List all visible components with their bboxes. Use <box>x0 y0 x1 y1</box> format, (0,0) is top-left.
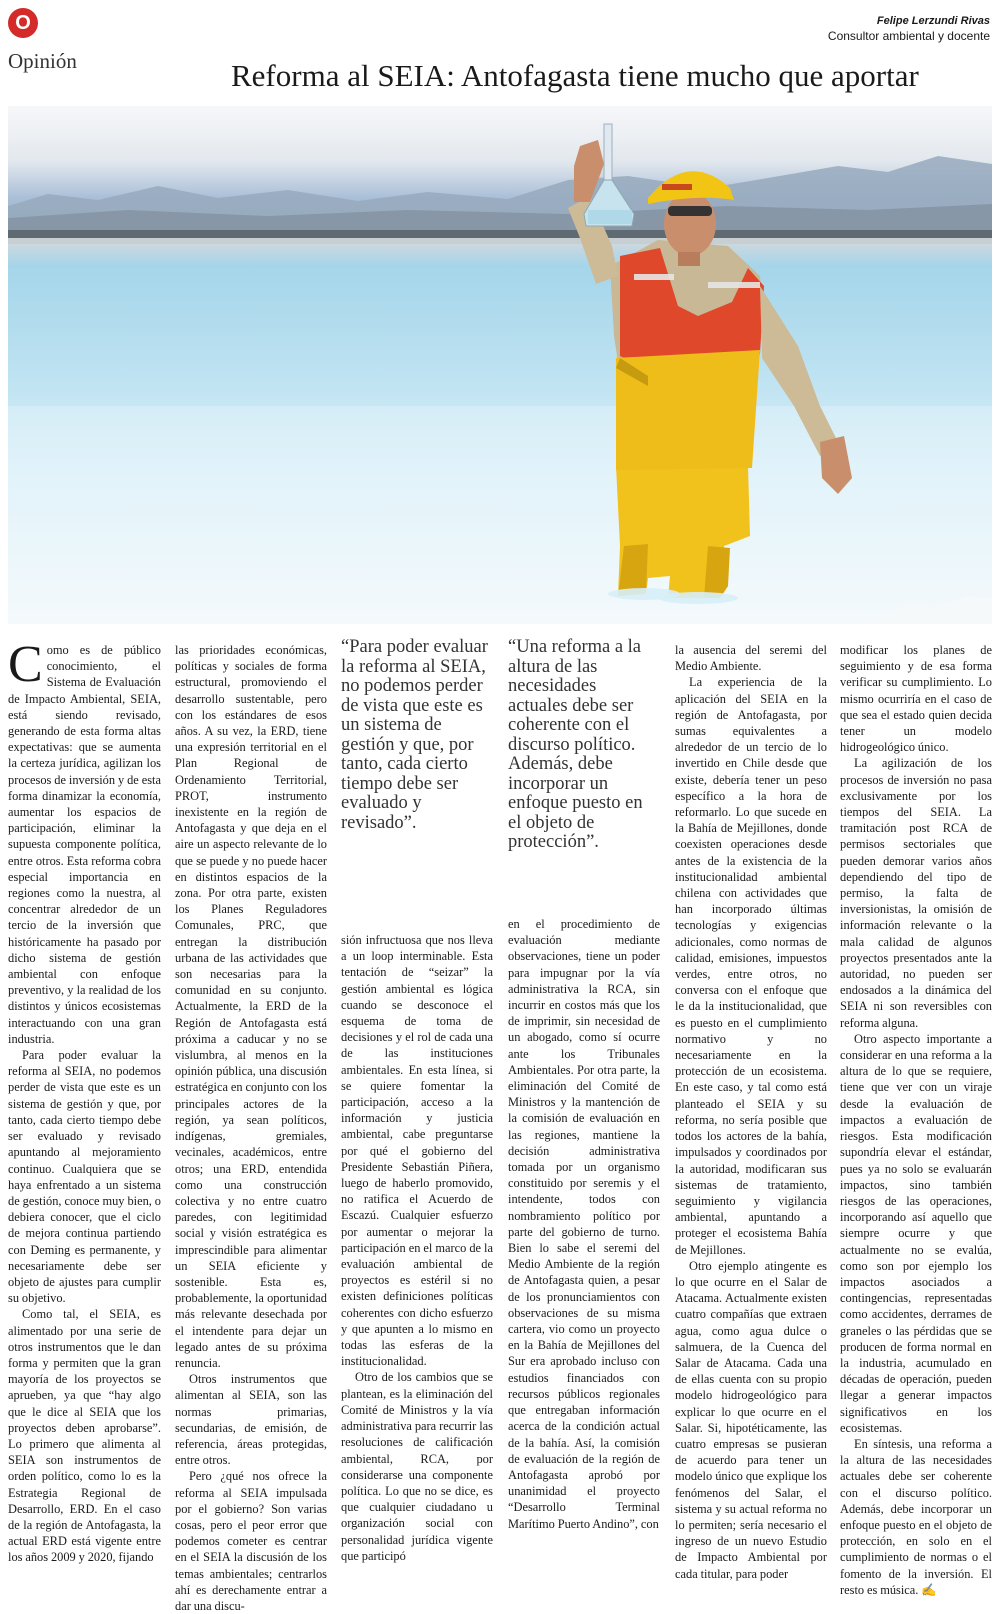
paragraph: Como es de público conocimiento, el Sistema de Evaluación de Impacto Ambiental, SEIA, está siendo revisado, generando de esta forma altas expectativas: que se aumenta la certeza jurídica, agilizan los procesos de inversión y de esta forma dinamizar la economía, aumentar los espacios de participación, eliminar la supuesta componente política, entre otros. Esta reforma cobra especial importancia en regiones como la nuestra, al concentrar alrededor de un tercio de la inversión que históricamente ha pasado por dicho sistema de gestión ambiental con enfoque preventivo, y la realidad de los distintos y únicos ecosistemas interactuando con una gran industria. <box>8 636 161 1046</box>
headline: Reforma al SEIA: Antofagasta tiene mucho que aportar <box>231 58 919 93</box>
drop-cap: C <box>8 636 43 693</box>
pull-quote-2: “Una reforma a la altura de las necesidades actuales debe ser coherente con el discurso político. Además, debe incorporar un enfoque puesto en el objeto de protección”. <box>508 637 643 852</box>
paragraph: las prioridades económicas, políticas y sociales de forma estructural, promoviendo el desarrollo sustentable, pero con los estándares de esos años. A su vez, la ERD, tiene una expresión territorial en el Plan Regional de Ordenamiento Territorial, PROT, instrumento inexistente en la región de Antofagasta y que deja en el aire un aspecto relevante de lo que se puede y no puede hacer en distintos espacios de la zona. Por otra parte, existen los Planes Reguladores Comunales, PRC, que entregan la distribución urbana de las actividades que son necesarias para la comunidad en su conjunto. Actualmente, la ERD de la Región de Antofagasta está próxima a caducar y no se vislumbra, al menos en la opinión pública, una discusión estratégica en conjunto con los principales actores de la región, ya sean políticos, indígenas, gremiales, vecinales, académicos, entre otros; una ERD, entendida como una construcción colectiva y no entre cuatro paredes, con legitimidad social y visión estratégica es imprescindible para alimentar un SEIA eficiente y sostenible. Esta es, probablemente, la oportunidad más relevante desechada por el intendente para dejar un legado antes de su próxima renuncia. <box>175 643 327 1370</box>
section-title: Opinión <box>8 49 77 73</box>
paragraph: Para poder evaluar la reforma al SEIA, no podemos perder de vista que este es un sistema de gestión y que, por tanto, cada cierto tiempo debe ser evaluado y revisado apuntando al mejoramiento continuo. Cualquiera que se haya enfrentado a un sistema de gestión, conoce muy bien, o debiera conocer, que el ciclo de mejora continua partiendo con Deming es permanente, y necesariamente debe ser objeto de ajustes para cumplir su objetivo. <box>8 1048 161 1306</box>
article-photo <box>8 106 992 624</box>
end-mark-icon: ✍ <box>921 1582 937 1597</box>
paragraph: Pero ¿qué nos ofrece la reforma al SEIA impulsada por el gobierno? Son varias cosas, pero el peor error que podemos cometer es centrar en el SEIA la discusión de los temas ambientales; centrarlos ahí es derechamente entrar a dar una discu- <box>175 1469 327 1613</box>
paragraph: Otros instrumentos que alimentan al SEIA, son las normas primarias, secundarias, de emisión, de referencia, áreas protegidas, entre otros. <box>175 1372 327 1468</box>
paragraph: en el procedimiento de evaluación mediante observaciones, tiene un poder para impugnar por la vía administrativa la RCA, sin incurrir en costos más que los de imprimir, sin necesidad de un abogado, como sí ocurre ante los Tribunales Ambientales. Por otra parte, la eliminación del Comité de Ministros y la mantención de la comisión de evaluación en las regiones, mantiene la decisión administrativa tomada por un organismo constituido por seremis y el intendente, todos con nombramiento político por parte del gobierno de turno. Bien lo sabe el seremi del Medio Ambiente de la región de Antofagasta quien, a pesar de los pronunciamientos con observaciones de su misma cartera, vio como un proyecto en la Bahía de Mejillones del Sur era aprobado incluso con estudios financiados con recursos públicos regionales que entregaban información acerca de la condición actual de la bahía. Así, la comisión de evaluación de la región de Antofagasta aprobó por unanimidad el proyecto “Desarrollo Terminal Marítimo Puerto Andino”, con <box>508 917 660 1531</box>
paragraph: la ausencia del seremi del Medio Ambiente. <box>675 643 827 674</box>
paragraph: Otro ejemplo atingente es lo que ocurre en el Salar de Atacama. Actualmente existen cuatro compañías que extraen agua, como agua dulce o salmuera, de la Cuenca del Salar de Atacama. Cada una de ellas cuenta con su propio modelo hidrogeológico para explicar lo que ocurre en el Salar. Si, hipotéticamente, las cuatro empresas se pusieran de acuerdo para tener un modelo único que explique los fenómenos del Salar, el sistema y su actual reforma no lo permiten; sería necesario el ingreso de un nuevo Estudio de Impacto Ambiental por cada titular, para poder <box>675 1258 827 1581</box>
paragraph: Como tal, el SEIA, es alimentado por una serie de otros instrumentos que le dan forma y permiten que la gran mayoría de los proyectos se aprueben, ya que “hay algo que le dice al SEIA que los proyectos deben aprobarse”. Lo primero que alimenta al SEIA son instrumentos de orden político, como lo es la Estrategia Regional de Desarrollo, ERD. En el caso de la región de Antofagasta, la actual ERD está vigente entre los años 2009 y 2020, fijando <box>8 1307 161 1565</box>
author-name: Felipe Lerzundi Rivas <box>876 15 990 27</box>
article-column-4 <box>508 916 660 1532</box>
byline <box>828 14 990 44</box>
paragraph: La agilización de los procesos de inversión no pasa exclusivamente por los tiempos del SEIA. La tramitación post RCA de permisos sectoriales que pueden demorar varios años dependiendo del tipo de permiso, la falta de inversionistas, la omisión de información relevante o la mala calidad de algunos proyectos presentados ante la autoridad, no pueden ser endosados a la dinámica del SEIA ni son reversibles con reforma alguna. <box>840 756 992 1030</box>
pull-quote-1: “Para poder evaluar la reforma al SEIA, no podemos perder de vista que este es un sistema de gestión y que, por tanto, cada cierto tiempo debe ser evaluado y revisado”. <box>341 637 488 833</box>
paragraph: En síntesis, una reforma a la altura de las necesidades actuales debe ser coherente con el discurso político. Además, debe incorporar un enfoque puesto en el objeto de protección, en solo en el cumplimiento de normas o el fomento de la inversión. El resto es música. ✍ <box>840 1436 992 1597</box>
author-role: Consultor ambiental y docente <box>827 29 990 43</box>
article-column-6 <box>840 642 992 1598</box>
paragraph: Otro aspecto importante a considerar en una reforma a la altura de lo que se requiere, tiene que ver con un viraje desde la evaluación de impactos a evaluación de riesgos. Esta modificación supondría elevar el estándar, pues ya no solo se evaluarán impactos, sino también riesgos de las operaciones, incorporando así aquello que siempre ocurre y que actualmente no se evalúa, como son por ejemplo los impactos asociados a contingencias, representadas como accidentes, derrames de graneles o las pérdidas que se producen de forma normal en la industria, acumulado en décadas de operación, pueden llegar a generar impactos significativos en los ecosistemas. <box>840 1031 992 1435</box>
article-column-2 <box>175 642 327 1614</box>
paragraph: Otro de los cambios que se plantean, es la eliminación del Comité de Ministros y la vía administrativa para recurrir las resoluciones de calificación ambiental, RCA, por considerarse una componente política. Lo que no se dice, es que cualquier ciudadano u organización social con personalidad jurídica vigente que participó <box>341 1370 493 1563</box>
article-column-5 <box>675 642 827 1582</box>
photo-illustration <box>8 106 992 624</box>
article-column-1 <box>8 636 161 1566</box>
paragraph: modificar los planes de seguimiento y de esa forma verificar su cumplimiento. Lo mismo ocurriría en el caso de que sea el estado quien decida tener un modelo hidrogeológico único. <box>840 643 992 755</box>
newspaper-logo: O <box>8 8 38 38</box>
paragraph: La experiencia de la aplicación del SEIA en la región de Antofagasta, por sumas equivalentes a alrededor de un tercio de lo invertido en Chile desde que existe, debería tener un peso específico a la hora de reformarlo. Lo que sucede en la Bahía de Mejillones, donde coexisten operaciones desde antes de la existencia de la institucionalidad ambiental chilena con actividades que han incorporado últimas tecnologías y exigencias adicionales, como normas de calidad, emisiones, impuestos verdes, entre otros, no conversa con el enfoque que le da la institucionalidad, que es puesto en el cumplimiento normativo y no necesariamente en la protección de un ecosistema. En este caso, y tal como está planteado el SEIA y su reforma, no sería posible que todos los actores de la bahía, impulsados y coordinados por la autoridad, modificaran sus sistemas de tratamiento, seguimiento y vigilancia ambiental, apuntando a proteger el ecosistema Bahía de Mejillones. <box>675 675 827 1257</box>
article-column-3 <box>341 932 493 1564</box>
paragraph: sión infructuosa que nos lleva a un loop interminable. Esta tentación de “seizar” la gestión ambiental es lógica cuando se desconoce el esquema de toma de decisiones y el rol de cada una de las instituciones ambientales. En esta línea, si se quiere fomentar la participación, acceso a la información y justicia ambiental, cabe preguntarse por qué el gobierno del Presidente Sebastián Piñera, luego de haberlo promovido, no ratifica el Acuerdo de Escazú. Cualquier esfuerzo por aumentar o mejorar la participación en el marco de la evaluación ambiental de proyectos es estéril si no existen definiciones políticas coherentes con dicho esfuerzo y que apunten a lo mismo en todas las esferas de la institucionalidad. <box>341 933 493 1369</box>
